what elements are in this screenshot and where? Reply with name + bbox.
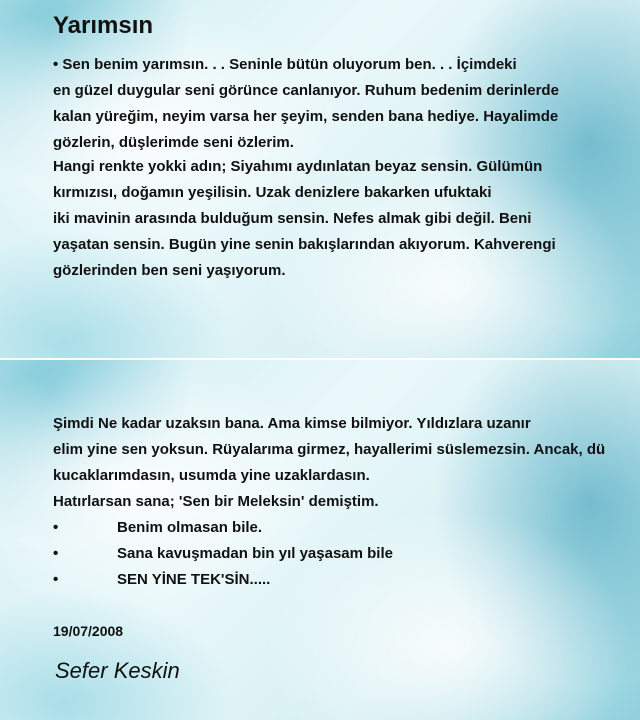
stanza-1-line: kalan yüreğim, neyim varsa her şeyim, senden bana hediye. Hayalimde — [53, 108, 559, 125]
bullet-item — [53, 541, 393, 567]
bullet-icon: • — [53, 571, 59, 588]
bullet-item — [53, 515, 262, 541]
stanza-1-line: • Sen benim yarımsın. . . Seninle bütün oluyorum ben. . . İçimdeki — [53, 56, 517, 73]
stanza-2-line: yaşatan sensin. Bugün yine senin bakışlarından akıyorum. Kahverengi — [53, 236, 556, 253]
stanza-2-line: gözlerinden ben seni yaşıyorum. — [53, 262, 286, 279]
bullet-text: Benim olmasan bile. — [117, 519, 263, 536]
stanza-2-line: Hangi renkte yokki adın; Siyahımı aydınlatan beyaz sensin. Gülümün — [53, 158, 543, 175]
bullet-text: SEN YİNE TEK'SİN..... — [117, 571, 271, 588]
stanza-4: Hatırlarsan sana; 'Sen bir Meleksin' demiştim. — [53, 493, 379, 510]
bottom-panel — [0, 360, 640, 720]
bullet-item — [53, 567, 270, 593]
stanza-2-line: kırmızısı, doğamın yeşilisin. Uzak denizlere bakarken ufuktaki — [53, 184, 492, 201]
author-signature: Sefer Keskin — [55, 658, 180, 683]
bullet-icon: • — [53, 519, 59, 536]
stanza-3-line: Şimdi Ne kadar uzaksın bana. Ama kimse bilmiyor. Yıldızlara uzanır — [53, 415, 531, 432]
stanza-3-line: elim yine sen yoksun. Rüyalarıma girmez, hayallerimi süslemezsin. Ancak, dü — [53, 441, 606, 458]
stanza-3 — [53, 411, 605, 489]
bullet-text: Sana kavuşmadan bin yıl yaşasam bile — [117, 545, 393, 562]
poem-date: 19/07/2008 — [53, 623, 124, 639]
poem-title: Yarımsın — [53, 12, 154, 39]
stanza-1-line: gözlerin, düşlerimde seni özlerim. — [53, 134, 294, 151]
stanza-1-line: en güzel duygular seni görünce canlanıyor. Ruhum bedenim derinlerde — [53, 82, 559, 99]
stanza-2 — [53, 154, 556, 284]
stanza-2-line: iki mavinin arasında bulduğum sensin. Nefes almak gibi değil. Beni — [53, 210, 532, 227]
stanza-1 — [53, 52, 559, 156]
stanza-3-line: kucaklarımdasın, usumda yine uzaklardasın. — [53, 467, 370, 484]
bullet-icon: • — [53, 545, 59, 562]
